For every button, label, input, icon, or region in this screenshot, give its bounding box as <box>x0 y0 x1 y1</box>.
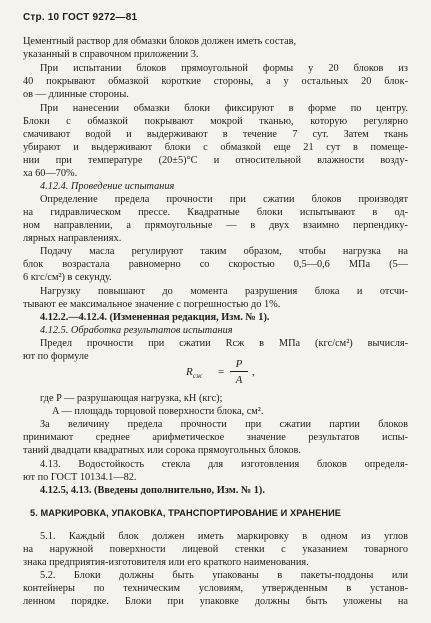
text-line: Подачу масла регулируют таким образом, чтобы нагрузка на <box>40 246 408 257</box>
fraction-bar <box>230 371 248 372</box>
section-title: 5. МАРКИРОВКА, УПАКОВКА, ТРАНСПОРТИРОВАНИЕ И ХРАНЕНИЕ <box>30 508 342 518</box>
text-line: A — площадь торцовой поверхности блока, см². <box>52 406 264 417</box>
amendment-note: 4.12.5, 4.13. (Введены дополнительно, Изм. № 1). <box>40 485 265 496</box>
text-line: ют по ГОСТ 10134.1—82. <box>23 472 137 483</box>
text-line: лярных направлениях. <box>23 233 122 244</box>
formula-denominator: A <box>235 374 243 386</box>
text-line: ленном порядке. Блоки при упаковке должны быть уложены на <box>23 596 408 607</box>
formula-equals: = <box>218 366 225 378</box>
text-line: ха 60—70%. <box>23 168 78 179</box>
text-line: При испытании блоков прямоугольной формы у 20 блоков из <box>40 63 408 74</box>
text-line: За величину предела прочности при сжатии партии блоков <box>40 419 408 430</box>
text-line: При нанесении обмазки блоки фиксируют в форме по центру. <box>40 103 408 114</box>
text-line: контейнеры по техническим условиям, утвержденным в установ- <box>23 583 408 594</box>
text-line: убирают и выдерживают блоки с обмазкой еще 21 сут в помеще- <box>23 142 408 153</box>
text-line: таний двадцати квадратных или сорока прямоугольных блоков. <box>23 445 301 456</box>
text-line: нии при температуре (20±5)°С и относительной влажности возду- <box>23 155 408 166</box>
formula-fraction <box>230 358 248 386</box>
text-line: 5.1. Каждый блок должен иметь маркировку в одном из углов <box>40 531 408 542</box>
text-line: принимают среднее арифметическое значение результатов испы- <box>23 432 408 443</box>
text-line: на гидравлическом прессе. Квадратные блоки испытывают в од- <box>23 207 408 218</box>
text-line: 5.2. Блоки должны быть упакованы в пакеты-поддоны или <box>40 570 408 581</box>
text-line: 4.13. Водостойкость стекла для изготовления блоков определя- <box>40 459 408 470</box>
text-line: указанный в справочном приложении 3. <box>23 49 199 60</box>
page-header: Стр. 10 ГОСТ 9272—81 <box>23 12 138 23</box>
text-line: на наружной поверхности лицевой стенки с указанием товарного <box>23 544 408 555</box>
subsection-heading: 4.12.5. Обработка результатов испытания <box>40 325 233 336</box>
text-line: где P — разрушающая нагрузка, кН (кгс); <box>40 393 223 404</box>
formula-comma: , <box>252 366 255 378</box>
amendment-note: 4.12.2.—4.12.4. (Измененная редакция, Изм. № 1). <box>40 312 270 323</box>
formula-lhs: $R_{сж}$ <box>186 366 203 381</box>
text-line: знака предприятия-изготовителя или его краткого наименования. <box>23 557 309 568</box>
text-line: ном направлении, а прямоугольные — в двух взаимно перпендику- <box>23 220 408 231</box>
formula-numerator: P <box>235 358 243 370</box>
text-line: блок возрастала равномерно со скоростью 0,5—0,6 МПа (5— <box>23 259 408 270</box>
text-line: Блоки с обмазкой покрывают мокрой тканью, которую регулярно <box>23 116 408 127</box>
text-line: ют по формуле <box>23 351 89 362</box>
text-line: 40 покрывают обмазкой короткие стороны, а у остальных 20 блок- <box>23 76 408 87</box>
text-line: тывают ее максимальное значение с погрешностью до 1%. <box>23 299 281 310</box>
text-line: Определение предела прочности при сжатии блоков производят <box>40 194 408 205</box>
text-line: ов — длинные стороны. <box>23 89 129 100</box>
subsection-heading: 4.12.4. Проведение испытания <box>40 181 175 192</box>
text-line: Предел прочности при сжатии Rсж в МПа (кгс/см²) вычисля- <box>40 338 408 349</box>
text-line: Нагрузку повышают до момента разрушения блока и отсчи- <box>40 286 408 297</box>
text-line: смачивают водой и выдерживают в течение 7 сут. Затем ткань <box>23 129 408 140</box>
text-line: 6 кгс/см²) в секунду. <box>23 272 112 283</box>
formula <box>186 358 306 388</box>
text-line: Цементный раствор для обмазки блоков должен иметь состав, <box>23 36 297 47</box>
